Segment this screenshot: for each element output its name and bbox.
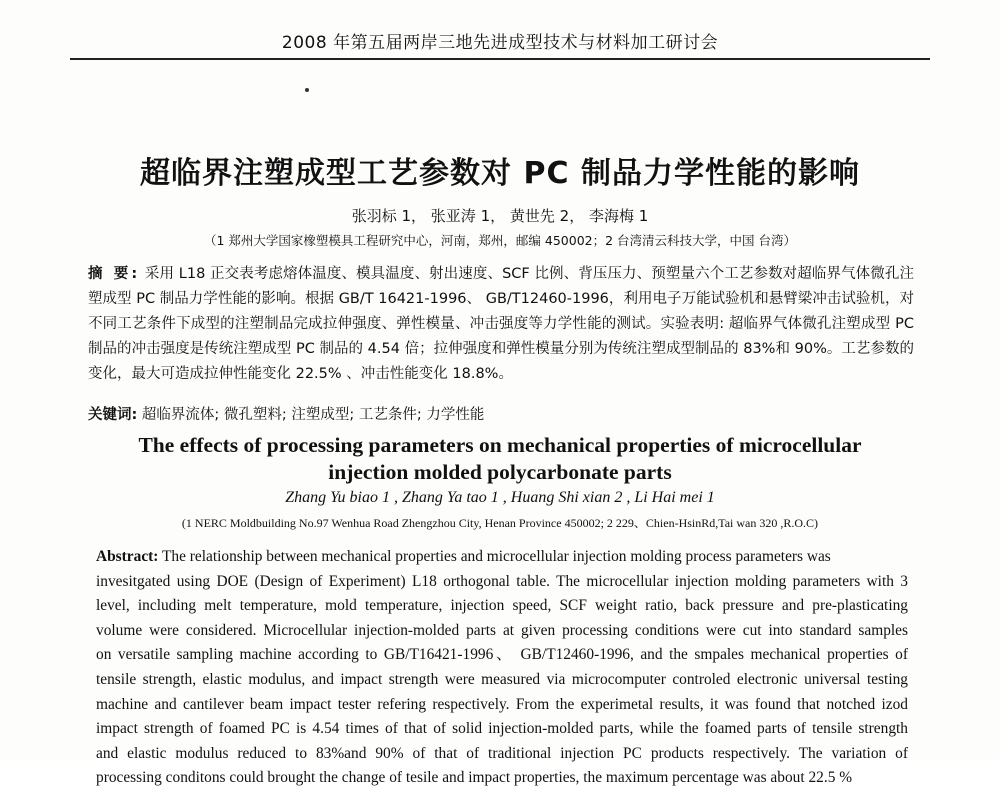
chinese-abstract-text: 采用 L18 正交表考虑熔体温度、模具温度、射出速度、SCF 比例、背压压力、预塑量六个工艺参数对超临界气体微孔注塑成型 PC 制品力学性能的影响。根据 GB/T 16421-1996、 GB/T12460-1996，利用电子万能试验机和悬臂梁冲击试验机，对不同工艺条件下成型的注塑制品完成拉伸强度、弹性模量、冲击强度等力学性能的测试。实验表明: 超临界气体微孔注塑成型 PC 制品的冲击强度是传统注塑成型 PC 制品的 4.54 倍；拉伸强度和弹性模量分别为传统注塑成型制品的 83%和 90%。工艺参数的变化，最大可造成拉伸性能变化 22.5% 、冲击性能变化 18.8%。 <box>88 266 914 382</box>
english-title-line-1: The effects of processing parameters on mechanical properties of microcellular <box>138 433 862 457</box>
english-title <box>70 432 930 486</box>
chinese-keywords-text: 超临界流体; 微孔塑料; 注塑成型; 工艺条件; 力学性能 <box>141 407 485 423</box>
english-authors: Zhang Yu biao 1 , Zhang Ya tao 1 , Huang Shi xian 2 , Li Hai mei 1 <box>285 489 715 506</box>
english-abstract-line: invesitgated using DOE (Design of Experiment) L18 orthogonal table. The microcellular injection molding parameters with 3 <box>96 572 908 590</box>
english-abstract <box>96 545 908 791</box>
english-affiliation: (1 NERC Moldbuilding No.97 Wenhua Road Zhengzhou City, Henan Province 450002; 2 229、Chien-HsinRd,Tai wan 320 ,R.O.C) <box>181 516 819 530</box>
running-head: 2008 年第五届两岸三地先进成型技术与材料加工研讨会 <box>281 33 719 53</box>
chinese-affiliation: （1 郑州大学国家橡塑模具工程研究中心，河南，郑州，邮编 450002；2 台湾清云科技大学，中国 台湾） <box>203 233 797 248</box>
english-abstract-line: machine and cantilever beam impact tester refering respectively. From the experimetal results, it was found that notched izod <box>96 695 908 713</box>
chinese-keywords-label: 关键词: <box>88 407 138 423</box>
chinese-title: 超临界注塑成型工艺参数对 PC 制品力学性能的影响 <box>140 156 860 191</box>
chinese-keywords <box>88 404 914 426</box>
chinese-abstract <box>88 262 914 387</box>
english-abstract-label: Abstract: <box>96 548 159 565</box>
chinese-abstract-label: 摘 要: <box>88 266 141 282</box>
english-title-line-2: injection molded polycarbonate parts <box>328 460 672 484</box>
english-abstract-line: impact strength of foamed PC is 4.54 times of that of solid injection-molded parts, while the foamed parts of tensile strength <box>96 720 908 738</box>
english-abstract-line: processing conditons could brought the change of tesile and impact properties, the maximum percentage was about 22.5 % <box>96 769 853 787</box>
english-abstract-line: on versatile sampling machine according to GB/T16421-1996、 GB/T12460-1996, and the smpales mechanical properties of <box>96 646 908 664</box>
stray-mark <box>305 88 309 92</box>
english-abstract-line: and elastic modulus reduced to 83%and 90% of that of traditional injection PC products respectively. The variation of <box>96 744 908 762</box>
chinese-authors: 张羽标 1， 张亚涛 1， 黄世先 2， 李海梅 1 <box>351 207 649 225</box>
english-abstract-line: level, including melt temperature, mold temperature, injection speed, SCF weight ratio, back pressure and pre-plasticating <box>96 597 908 615</box>
english-abstract-line: volume were considered. Microcellular injection-molded parts at given processing conditions were cut into standard samples <box>96 621 908 639</box>
english-abstract-line: tensile strength, elastic modulus, and impact strength were measured via microcomputer controled electronic universal testing <box>96 670 908 688</box>
header-rule <box>70 58 930 60</box>
english-abstract-line: The relationship between mechanical properties and microcellular injection molding process parameters was <box>161 548 831 565</box>
